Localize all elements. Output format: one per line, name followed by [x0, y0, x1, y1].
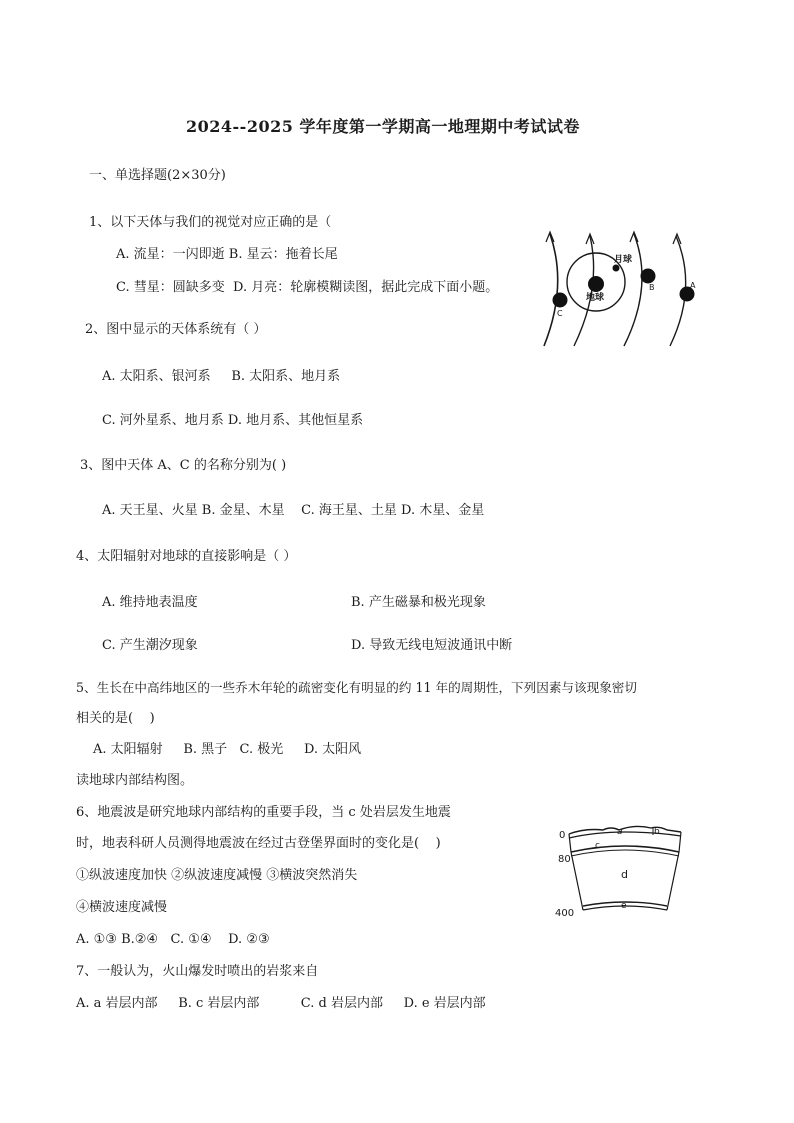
question-7-stem: 7、一般认为，火山爆发时喷出的岩浆来自: [76, 964, 319, 979]
question-7-options: A. a 岩层内部 B. c 岩层内部 C. d 岩层内部 D. e 岩层内部: [76, 996, 486, 1011]
layer-b-label: b: [654, 827, 660, 837]
depth-0-label: 0: [559, 830, 566, 841]
orbit-earth: [574, 236, 594, 346]
earth-label: 地球: [586, 293, 605, 303]
label-a: A: [690, 281, 696, 290]
question-4-option-c: C. 产生潮汐现象: [102, 638, 198, 653]
question-2-options-cd: C. 河外星系、地月系 D. 地月系、其他恒星系: [102, 413, 364, 428]
section-heading: 一、单选择题(2×30分): [89, 168, 226, 183]
page-title: 2024--2025 学年度第一学期高一地理期中考试试卷: [186, 117, 580, 136]
earth-structure-intro: 读地球内部结构图。: [76, 773, 194, 788]
earth-interior-figure: [555, 822, 695, 922]
label-b: B: [649, 283, 655, 292]
orbit-b: [624, 234, 642, 346]
question-6-options: A. ①③ B.②④ C. ①④ D. ②③: [76, 932, 270, 947]
question-6-stem-line1: 6、地震波是研究地球内部结构的重要手段，当 c 处岩层发生地震: [76, 805, 451, 820]
layer-d-label: d: [621, 868, 628, 881]
question-4-option-a: A. 维持地表温度: [102, 595, 198, 610]
question-5-options: A. 太阳辐射 B. 黑子 C. 极光 D. 太阳风: [93, 742, 362, 757]
question-1-stem: 1、以下天体与我们的视觉对应正确的是（: [89, 215, 332, 230]
question-3-options: A. 天王星、火星 B. 金星、木星 C. 海王星、土星 D. 木星、金星: [102, 503, 485, 518]
depth-80-label: 80: [558, 854, 571, 865]
arrow-icon: [546, 232, 554, 242]
question-6-stem-line2: 时，地表科研人员测得地震波在经过古登堡界面时的变化是( ): [76, 836, 441, 851]
crust-base-line: [569, 832, 681, 838]
solar-system-figure: [530, 228, 710, 352]
orbit-c: [544, 234, 558, 346]
right-edge: [667, 832, 681, 910]
question-6-choices-line1: ①纵波速度加快 ②纵波速度减慢 ③横波突然消失: [76, 868, 358, 883]
question-5-stem-line1: 5、生长在中高纬地区的一些乔木年轮的疏密变化有明显的约 11 年的周期性，下列因素与该现象密切: [76, 680, 637, 695]
question-2-options-ab: A. 太阳系、银河系 B. 太阳系、地月系: [102, 369, 341, 384]
earth-body: [588, 276, 604, 292]
layer-c-label: c: [595, 841, 600, 851]
question-1-options-cd: C. 彗星：圆缺多变 D. 月亮：轮廓模糊读图，据此完成下面小题。: [116, 280, 499, 295]
left-edge: [569, 834, 583, 910]
question-3-stem: 3、图中天体 A、C 的名称分别为( ): [80, 458, 287, 473]
question-4-option-b: B. 产生磁暴和极光现象: [351, 595, 486, 610]
moon-label: 月球: [614, 255, 633, 265]
question-6-choices-line2: ④横波速度减慢: [76, 900, 168, 915]
moho-line: [571, 846, 679, 852]
surface-line: [569, 826, 681, 834]
depth-400-label: 400: [555, 908, 575, 919]
label-c: C: [557, 309, 563, 318]
moho-line-inner: [571, 850, 679, 856]
question-4-option-d: D. 导致无线电短波通讯中断: [351, 638, 513, 653]
planet-b: [641, 269, 656, 284]
arrow-icon: [630, 232, 638, 242]
moon-body: [613, 265, 620, 272]
planet-c: [553, 293, 568, 308]
question-4-stem: 4、太阳辐射对地球的直接影响是（ ）: [76, 549, 297, 564]
layer-a-label: a: [617, 827, 623, 837]
question-2-stem: 2、图中显示的天体系统有（ ）: [85, 322, 267, 337]
layer-e-label: e: [621, 901, 627, 911]
question-1-options-ab: A. 流星：一闪即逝 B. 星云：拖着长尾: [116, 247, 338, 262]
question-5-stem-line2: 相关的是( ): [76, 711, 155, 726]
